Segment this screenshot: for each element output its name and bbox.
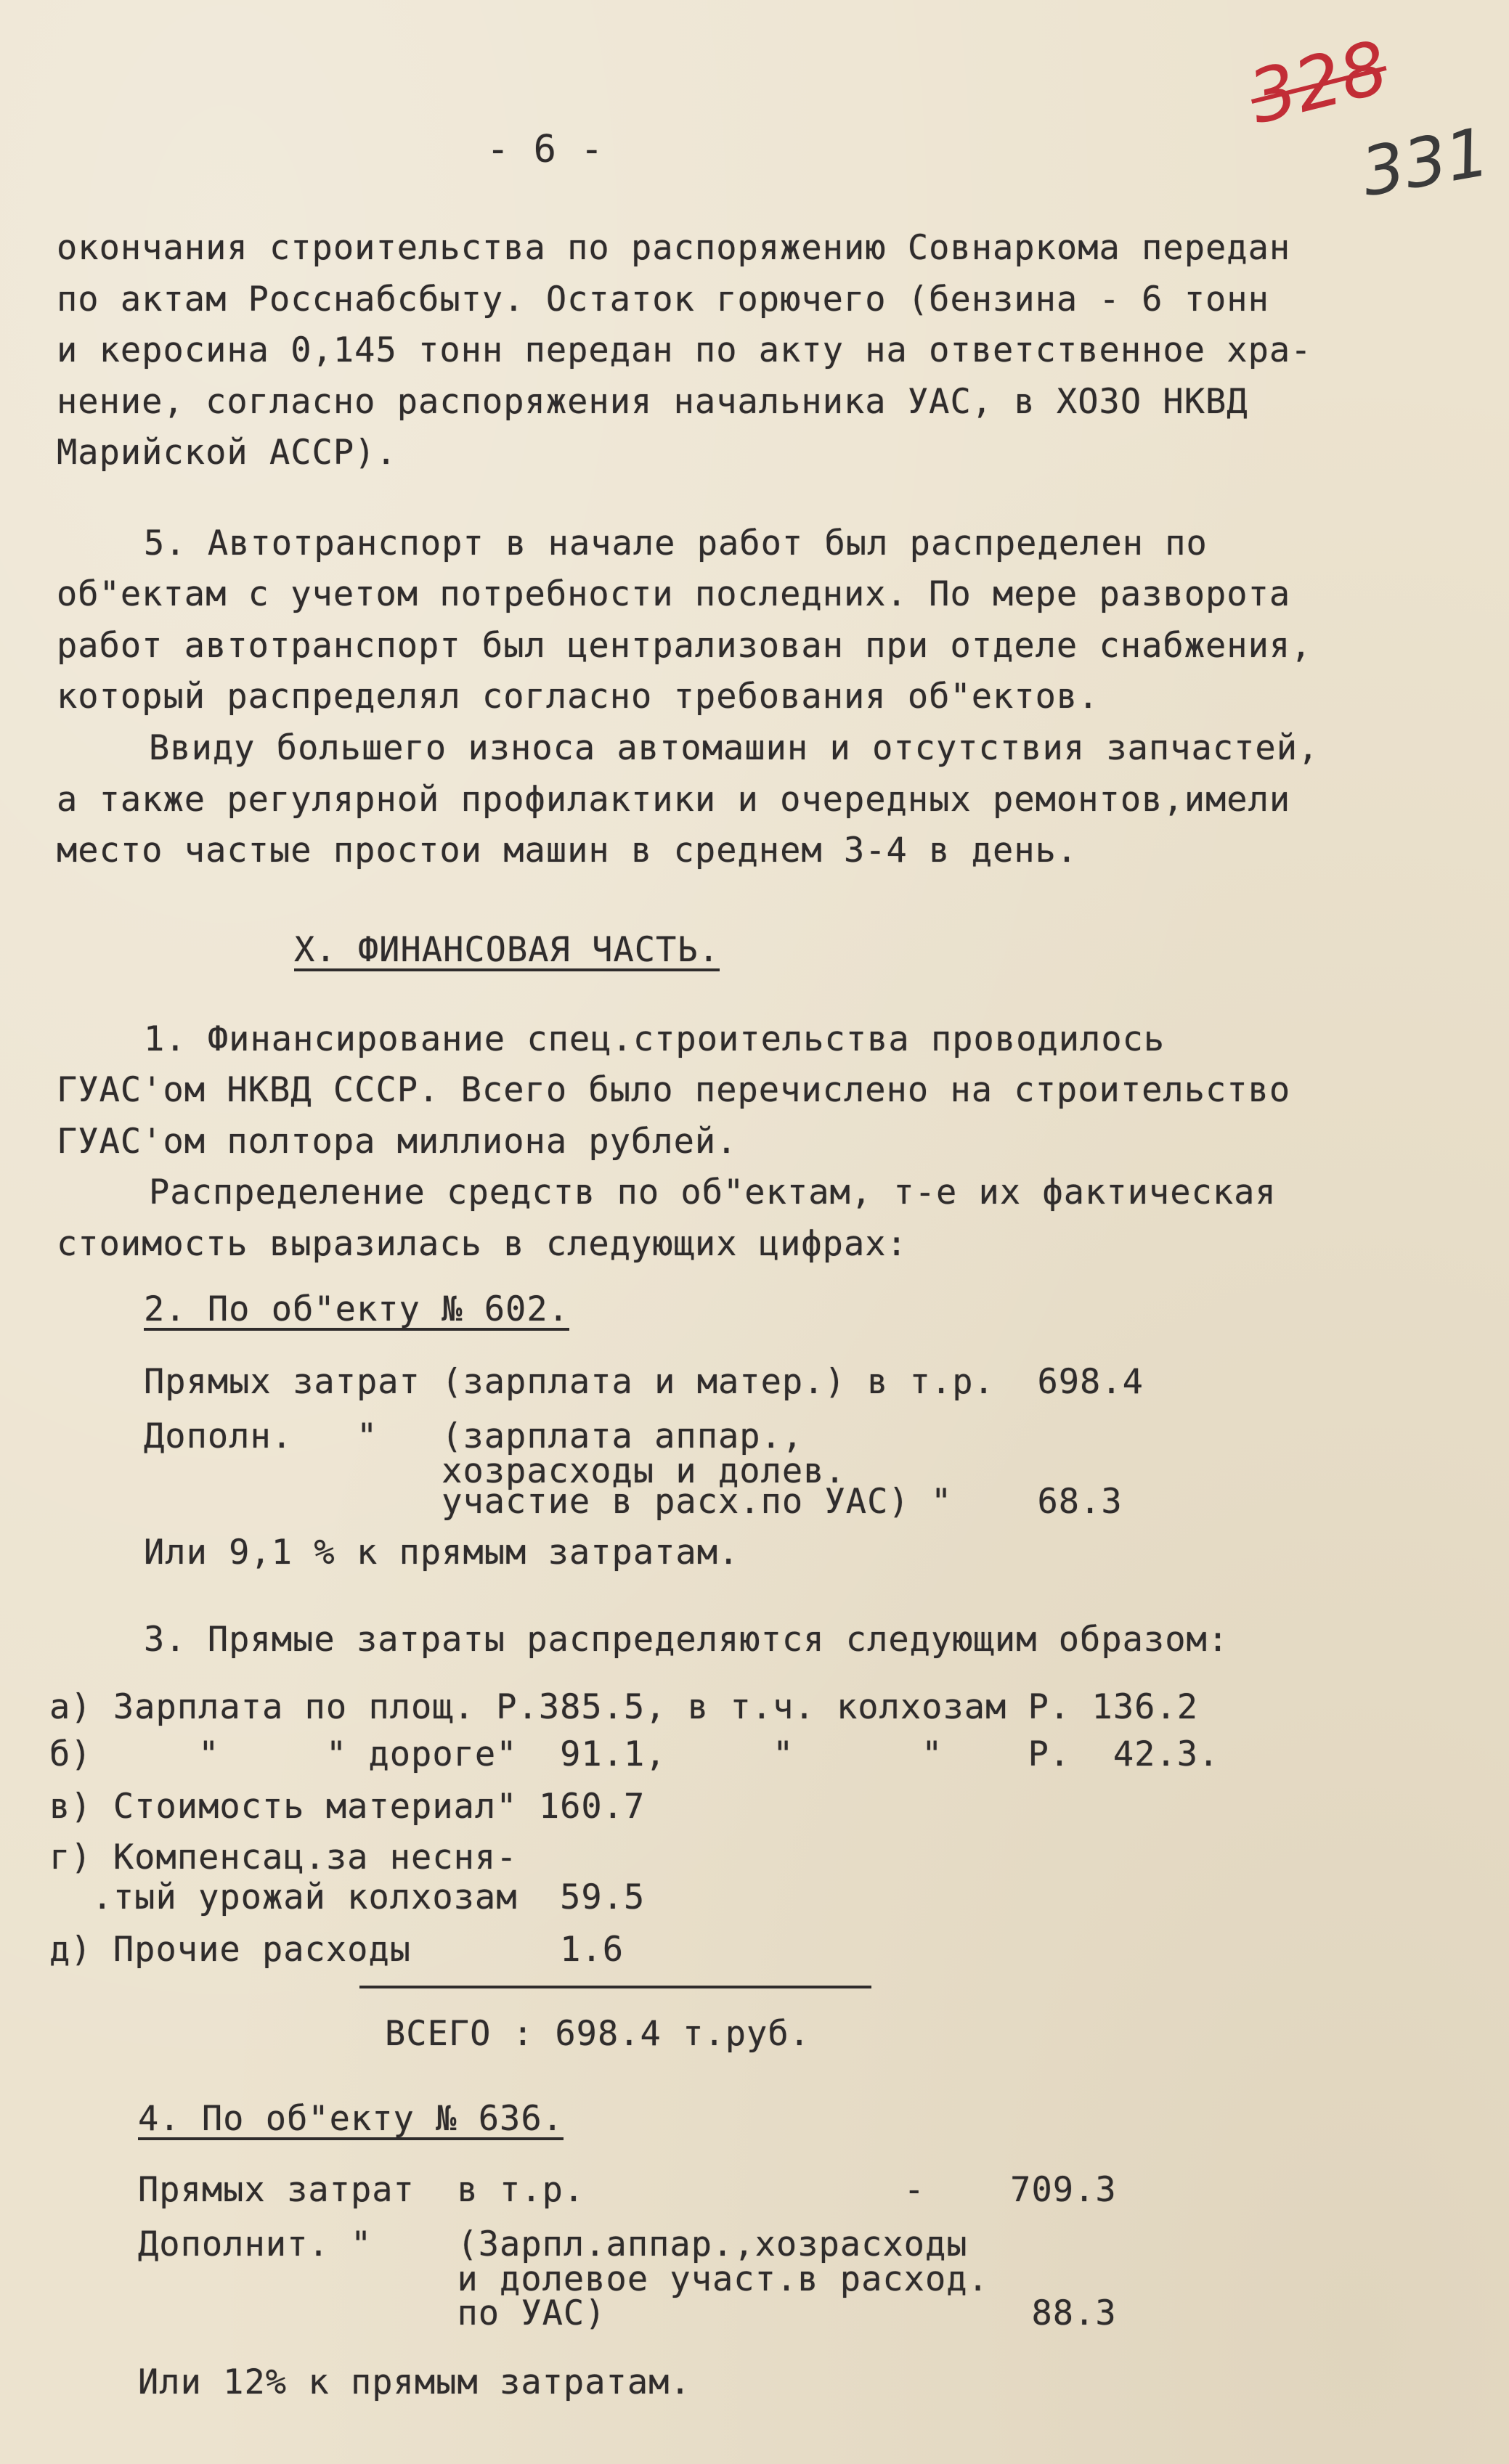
object-636-heading: 4. По об"екту № 636. xyxy=(138,2099,564,2139)
archive-number-current: 331 xyxy=(1356,113,1495,212)
text-line: Марийской АССР). xyxy=(57,433,397,473)
text-line: ГУАС'ом полтора миллиона рублей. xyxy=(57,1122,738,1162)
cost-line: по УАС) 88.3 xyxy=(138,2293,1117,2333)
text-line: Распределение средств по об"ектам, т-е их фактическая xyxy=(149,1172,1277,1212)
archive-number-crossed: 328 xyxy=(1240,24,1396,141)
cost-item: д) Прочие расходы 1.6 xyxy=(49,1930,625,1970)
cost-line: Дополнит. " (Зарпл.аппар.,хозрасходы xyxy=(138,2224,968,2264)
cost-item: в) Стоимость материал" 160.7 xyxy=(49,1787,646,1827)
cost-item: а) Зарплата по площ. Р.385.5, в т.ч. колхозам Р. 136.2 xyxy=(49,1687,1199,1727)
text-line: Ввиду большего износа автомашин и отсутствия запчастей, xyxy=(149,728,1319,768)
direct-costs-intro: 3. Прямые затраты распределяются следующим образом: xyxy=(144,1620,1229,1660)
text-line: 1. Финансирование спец.строительства проводилось xyxy=(144,1019,1166,1059)
cost-line: участие в расх.по УАС) " 68.3 xyxy=(144,1482,1123,1522)
text-line: место частые простои машин в среднем 3-4 в день. xyxy=(57,831,1078,870)
cost-line: и долевое участ.в расход. xyxy=(138,2259,989,2299)
text-line: нение, согласно распоряжения начальника УАС, в ХОЗО НКВД xyxy=(57,382,1248,422)
text-line: ГУАС'ом НКВД СССР. Всего было перечислено на строительство xyxy=(57,1070,1291,1110)
cost-item: б) " " дороге" 91.1, " " Р. 42.3. xyxy=(49,1734,1220,1774)
section-title: X. ФИНАНСОВАЯ ЧАСТЬ. xyxy=(294,930,720,970)
cost-line: Прямых затрат в т.р. - 709.3 xyxy=(138,2170,1117,2210)
cost-item: г) Компенсац.за несня- xyxy=(49,1837,518,1877)
cost-line: Или 9,1 % к прямым затратам. xyxy=(144,1533,740,1572)
cost-line: Или 12% к прямым затратам. xyxy=(138,2362,691,2402)
text-line: окончания строительства по распоряжению Совнаркома передан xyxy=(57,228,1291,268)
cost-line: Дополн. " (зарплата аппар., xyxy=(144,1416,804,1456)
text-line: а также регулярной профилактики и очередных ремонтов,имели xyxy=(57,780,1291,820)
page-number: - 6 - xyxy=(487,128,604,171)
text-line: и керосина 0,145 тонн передан по акту на ответственное хра- xyxy=(57,330,1312,370)
text-line: стоимость выразилась в следующих цифрах: xyxy=(57,1224,908,1264)
text-line: по актам Росснабсбыту. Остаток горючего (бензина - 6 тонн xyxy=(57,280,1269,319)
text-line: работ автотранспорт был централизован при отделе снабжения, xyxy=(57,626,1312,666)
text-line: 5. Автотранспорт в начале работ был распределен по xyxy=(144,523,1208,563)
total-rule xyxy=(359,1986,871,1988)
cost-item: .тый урожай колхозам 59.5 xyxy=(49,1877,646,1917)
text-line: об"ектам с учетом потребности последних. По мере разворота xyxy=(57,574,1291,614)
text-line: который распределял согласно требования об"ектов. xyxy=(57,677,1099,717)
object-602-heading: 2. По об"екту № 602. xyxy=(144,1289,569,1329)
direct-costs-total: ВСЕГО : 698.4 т.руб. xyxy=(385,2014,810,2054)
cost-line: Прямых затрат (зарплата и матер.) в т.р. 698.4 xyxy=(144,1362,1144,1402)
cost-line: хозрасходы и долев. xyxy=(144,1451,846,1491)
